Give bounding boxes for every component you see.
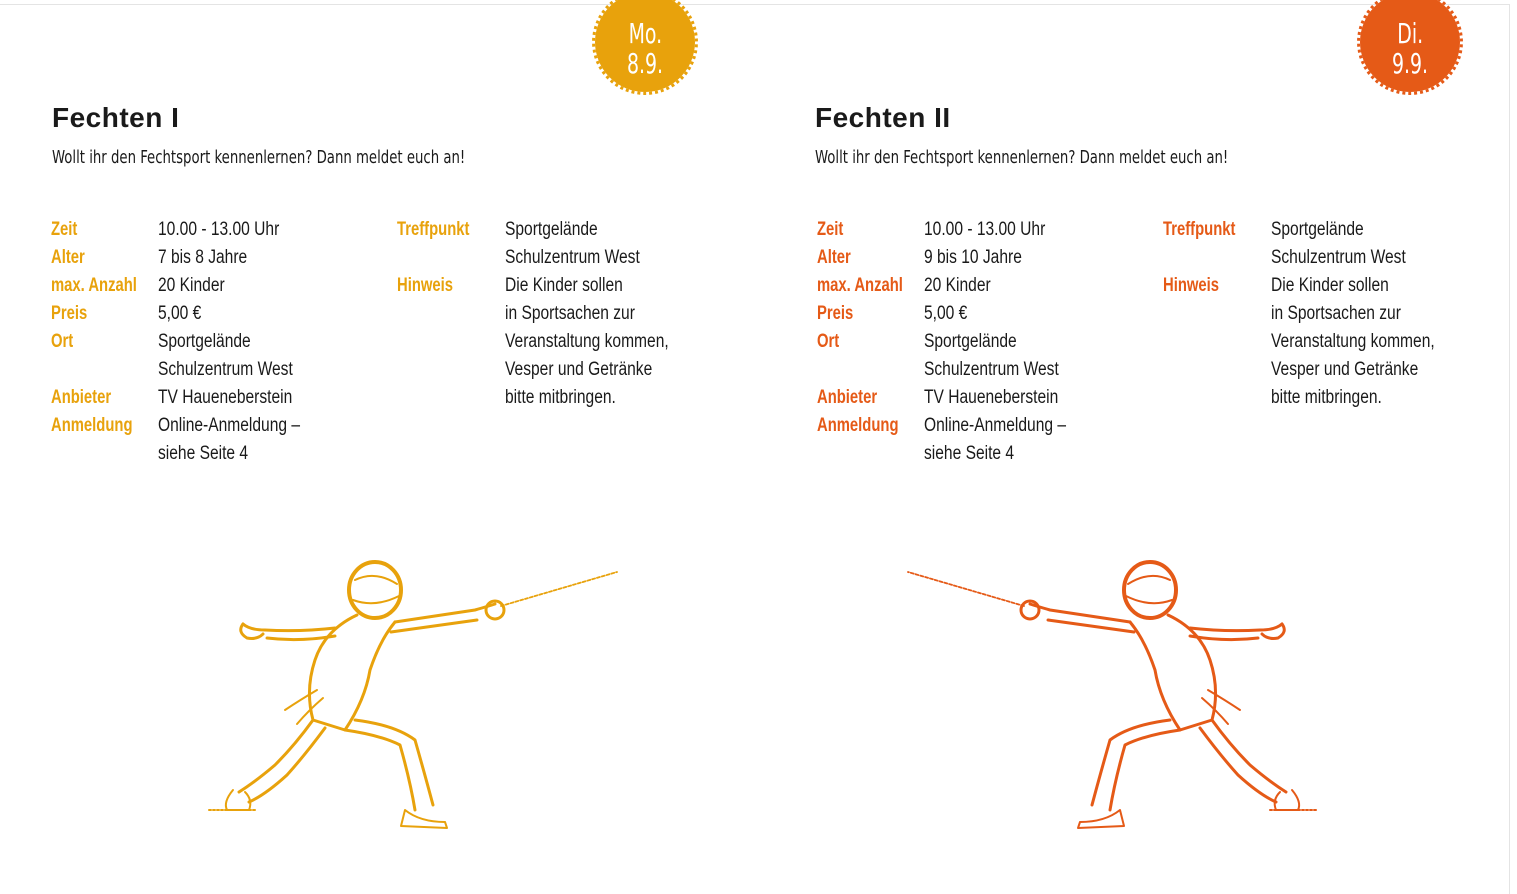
detail-row-zeit — [51, 216, 331, 244]
detail-value-line: in Sportsachen zur — [505, 303, 635, 324]
detail-value-line: Schulzentrum West — [1271, 247, 1406, 268]
detail-value-line: TV Haueneberstein — [924, 387, 1059, 408]
detail-value-line: Veranstaltung kommen, — [505, 331, 669, 352]
detail-value-line: Online-Anmeldung – — [924, 415, 1067, 436]
detail-row-alter — [817, 244, 1097, 272]
detail-row-preis — [817, 300, 1097, 328]
badge-date: 9.9. — [1391, 47, 1429, 80]
detail-label: Anmeldung — [817, 415, 899, 436]
detail-value-line: Sportgelände — [1271, 219, 1364, 240]
detail-value — [158, 300, 201, 328]
detail-value — [158, 328, 293, 384]
detail-value-line: Sportgelände — [505, 219, 598, 240]
detail-row-zeit — [817, 216, 1097, 244]
event-title: Fechten I — [52, 102, 180, 133]
event-lead: Wollt ihr den Fechtsport kennenlernen? Dann meldet euch an! — [52, 147, 466, 168]
event-1-meeting-info — [397, 216, 705, 412]
detail-label: Treffpunkt — [397, 219, 470, 240]
event-fechten-1 — [52, 100, 556, 169]
fencer-illustration — [205, 560, 625, 835]
detail-label: Preis — [817, 303, 854, 324]
detail-value-line: Die Kinder sollen — [1271, 275, 1389, 296]
detail-row-hinweis — [1163, 272, 1471, 412]
event-title: Fechten II — [815, 102, 951, 133]
detail-value-line: 10.00 - 13.00 Uhr — [924, 219, 1046, 240]
detail-value — [158, 272, 225, 300]
event-2-meeting-info — [1163, 216, 1471, 412]
detail-value — [924, 272, 991, 300]
detail-value-line: 20 Kinder — [924, 275, 991, 296]
detail-value-line: 5,00 € — [924, 303, 968, 324]
detail-label: max. Anzahl — [51, 275, 137, 296]
detail-label: Ort — [817, 331, 840, 352]
detail-value — [1271, 272, 1435, 412]
detail-value — [924, 216, 1045, 244]
detail-value-line: Vesper und Getränke — [505, 359, 653, 380]
detail-value — [158, 244, 247, 272]
detail-label: max. Anzahl — [817, 275, 903, 296]
detail-label: Zeit — [51, 219, 78, 240]
detail-row-max-anzahl — [51, 272, 331, 300]
detail-value-line: Schulzentrum West — [924, 359, 1059, 380]
badge-day: Di. — [1397, 17, 1423, 50]
detail-value — [1271, 216, 1406, 272]
detail-value — [924, 384, 1058, 412]
detail-value — [158, 216, 279, 244]
detail-row-ort — [817, 328, 1097, 384]
detail-value — [158, 412, 300, 468]
detail-value — [505, 272, 669, 412]
badge-date: 8.9. — [626, 47, 664, 80]
fencer-figure — [908, 562, 1316, 828]
event-1-details — [51, 216, 331, 468]
detail-label: Alter — [51, 247, 85, 268]
detail-label: Anbieter — [51, 387, 112, 408]
detail-value — [924, 300, 967, 328]
detail-value-line: TV Haueneberstein — [158, 387, 293, 408]
detail-value-line: Die Kinder sollen — [505, 275, 623, 296]
detail-value — [924, 328, 1059, 384]
detail-row-alter — [51, 244, 331, 272]
detail-value-line: in Sportsachen zur — [1271, 303, 1401, 324]
detail-label: Hinweis — [397, 275, 454, 296]
event-fechten-2 — [815, 100, 1319, 169]
detail-row-hinweis — [397, 272, 705, 412]
detail-row-treffpunkt — [397, 216, 705, 272]
detail-value-line: Schulzentrum West — [158, 359, 293, 380]
detail-value-line: Online-Anmeldung – — [158, 415, 301, 436]
detail-value-line: bitte mitbringen. — [1271, 387, 1382, 408]
detail-value-line: bitte mitbringen. — [505, 387, 616, 408]
fencer-figure — [209, 562, 617, 828]
scrollbar-track[interactable] — [1510, 4, 1517, 894]
event-lead: Wollt ihr den Fechtsport kennenlernen? Dann meldet euch an! — [815, 147, 1229, 168]
detail-value — [158, 384, 292, 412]
detail-value — [924, 412, 1066, 468]
detail-label: Hinweis — [1163, 275, 1220, 296]
detail-row-preis — [51, 300, 331, 328]
detail-value-line: 20 Kinder — [158, 275, 225, 296]
detail-value-line: siehe Seite 4 — [924, 443, 1015, 464]
fencer-illustration — [900, 560, 1320, 835]
date-badge-monday — [595, 0, 695, 92]
detail-label: Alter — [817, 247, 851, 268]
detail-label: Preis — [51, 303, 88, 324]
detail-value-line: Schulzentrum West — [505, 247, 640, 268]
event-2-details — [817, 216, 1097, 468]
detail-value-line: 9 bis 10 Jahre — [924, 247, 1022, 268]
detail-label: Zeit — [817, 219, 844, 240]
detail-value-line: 7 bis 8 Jahre — [158, 247, 248, 268]
detail-value — [924, 244, 1022, 272]
detail-row-anbieter — [817, 384, 1097, 412]
detail-row-max-anzahl — [817, 272, 1097, 300]
detail-label: Treffpunkt — [1163, 219, 1236, 240]
top-divider — [0, 4, 1510, 5]
detail-value — [505, 216, 640, 272]
detail-value-line: Veranstaltung kommen, — [1271, 331, 1435, 352]
detail-row-anbieter — [51, 384, 331, 412]
detail-label: Anmeldung — [51, 415, 133, 436]
detail-value-line: siehe Seite 4 — [158, 443, 249, 464]
detail-value-line: 5,00 € — [158, 303, 202, 324]
detail-row-anmeldung — [51, 412, 331, 468]
detail-row-ort — [51, 328, 331, 384]
detail-value-line: Vesper und Getränke — [1271, 359, 1419, 380]
badge-day: Mo. — [628, 17, 662, 50]
date-badge-tuesday — [1360, 0, 1460, 92]
detail-row-treffpunkt — [1163, 216, 1471, 272]
detail-label: Ort — [51, 331, 74, 352]
detail-value-line: Sportgelände — [158, 331, 251, 352]
detail-value-line: Sportgelände — [924, 331, 1017, 352]
detail-row-anmeldung — [817, 412, 1097, 468]
detail-label: Anbieter — [817, 387, 878, 408]
detail-value-line: 10.00 - 13.00 Uhr — [158, 219, 280, 240]
